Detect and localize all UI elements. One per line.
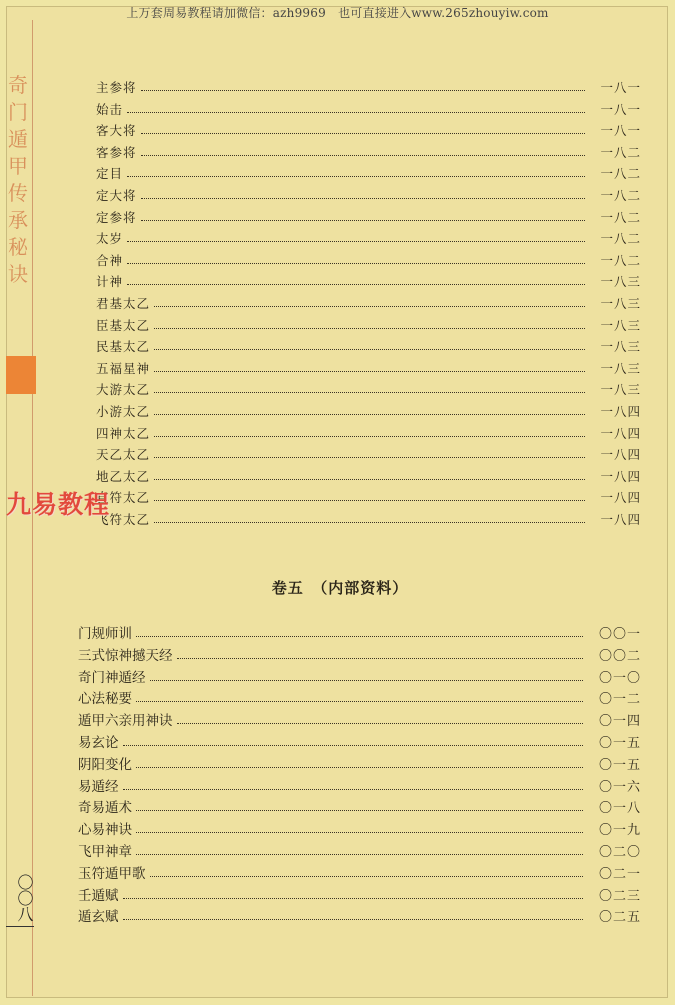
toc-entry-page: 〇二五 <box>598 910 641 926</box>
dot-leader <box>154 456 585 458</box>
toc-entry[interactable] <box>96 443 641 463</box>
toc-entry[interactable] <box>96 119 641 139</box>
dot-leader <box>127 283 585 285</box>
toc-entry-title: 臣基太乙 <box>96 317 151 333</box>
dot-leader <box>127 262 585 264</box>
dot-leader <box>141 219 585 221</box>
toc-entry[interactable] <box>78 884 641 904</box>
toc-entry-title: 客大将 <box>96 123 137 139</box>
dot-leader <box>177 657 584 659</box>
toc-entry-title: 主参将 <box>96 80 137 95</box>
dot-leader <box>136 809 583 811</box>
toc-entry[interactable] <box>96 162 641 182</box>
toc-entry-page: 〇一六 <box>598 779 641 795</box>
toc-entry[interactable] <box>96 98 641 118</box>
toc-entry-title: 易遁经 <box>78 778 119 795</box>
dot-leader <box>141 197 585 199</box>
section-heading-volume5: 卷五 （内部资料） <box>271 579 409 597</box>
dot-leader <box>141 89 585 91</box>
toc-entry-page: 〇一九 <box>598 823 641 839</box>
dot-leader <box>136 853 583 855</box>
toc-entry-page: 一八四 <box>600 447 641 463</box>
toc-entry[interactable] <box>96 314 641 334</box>
toc-entry-page: 〇二一 <box>598 866 641 882</box>
toc-entry-title: 心易神诀 <box>78 822 132 839</box>
toc-entry[interactable] <box>78 666 641 686</box>
toc-entry-title: 飞甲神章 <box>78 844 132 860</box>
toc-entry-title: 始击 <box>96 101 124 117</box>
toc-entry-page: 一八二 <box>600 188 641 203</box>
dot-leader <box>154 305 585 307</box>
dot-leader <box>141 132 585 134</box>
toc-entry-page: 〇一四 <box>598 714 641 730</box>
dot-leader <box>123 788 584 790</box>
toc-entry[interactable] <box>96 249 641 269</box>
toc-entry[interactable] <box>78 622 641 642</box>
dot-leader <box>136 700 583 702</box>
toc-entry-page: 〇〇一 <box>598 627 641 642</box>
toc-entry-page: 一八三 <box>600 339 641 355</box>
dot-leader <box>127 175 585 177</box>
dot-leader <box>123 744 584 746</box>
toc-entry[interactable] <box>78 753 641 773</box>
toc-entry[interactable] <box>78 796 641 816</box>
watermark-logo: 九易教程 <box>6 490 111 519</box>
promo-banner: 上万套周易教程请加微信：azh9969 也可直接进入www.265zhouyiw.com <box>126 6 549 20</box>
toc-entry-title: 太岁 <box>96 231 124 247</box>
dot-leader <box>154 435 585 437</box>
toc-entry-title: 奇易遁术 <box>78 800 132 817</box>
toc-entry[interactable] <box>96 227 641 247</box>
toc-entry-page: 一八二 <box>600 231 641 247</box>
dot-leader <box>154 391 585 393</box>
dot-leader <box>154 499 585 501</box>
toc-entry-page: 一八一 <box>600 123 641 139</box>
toc-entry-page: 一八三 <box>600 317 641 333</box>
dot-leader <box>177 722 584 724</box>
toc-entry[interactable] <box>96 141 641 161</box>
toc-entry-title: 君基太乙 <box>96 296 151 311</box>
toc-entry-page: 一八二 <box>600 144 641 160</box>
toc-entry[interactable] <box>96 508 641 528</box>
dot-leader <box>154 327 585 329</box>
toc-entry[interactable] <box>78 687 641 707</box>
toc-entry[interactable] <box>96 76 641 96</box>
toc-entry-title: 地乙太乙 <box>96 468 151 484</box>
toc-entry[interactable] <box>96 486 641 506</box>
toc-entry-page: 一八二 <box>600 166 641 182</box>
toc-entry-page: 一八二 <box>600 209 641 225</box>
toc-entry-title: 心法秘要 <box>78 691 132 708</box>
toc-entry-page: 〇一〇 <box>598 670 641 686</box>
dot-leader <box>136 766 583 768</box>
page-number-underline <box>6 926 34 927</box>
toc-entry-page: 〇二〇 <box>598 845 641 860</box>
toc-entry-title: 小游太乙 <box>96 404 151 419</box>
dot-leader <box>136 831 583 833</box>
toc-entry-title: 四神太乙 <box>96 425 151 441</box>
toc-entry-page: 一八三 <box>600 382 641 398</box>
toc-entry-page: 一八四 <box>600 468 641 484</box>
toc-entry[interactable] <box>96 335 641 355</box>
toc-entry-title: 阴阳变化 <box>78 756 132 773</box>
dot-leader <box>123 918 584 920</box>
toc-entry[interactable] <box>96 465 641 485</box>
dot-leader <box>136 635 583 637</box>
toc-entry-title: 飞符太乙 <box>96 512 151 527</box>
toc-entry-page: 一八四 <box>600 425 641 441</box>
dot-leader <box>123 897 584 899</box>
dot-leader <box>150 875 584 877</box>
toc-entry-title: 定参将 <box>96 209 137 225</box>
toc-entry-page: 一八四 <box>600 512 641 527</box>
toc-entry-title: 五福星神 <box>96 360 151 376</box>
toc-entry-page: 〇〇二 <box>598 648 641 664</box>
toc-entry-title: 大游太乙 <box>96 382 151 398</box>
toc-entry-title: 天乙太乙 <box>96 447 151 463</box>
toc-entry-title: 客参将 <box>96 144 137 160</box>
toc-entry[interactable] <box>96 184 641 204</box>
dot-leader <box>127 240 585 242</box>
dot-leader <box>154 413 585 415</box>
toc-entry[interactable] <box>96 422 641 442</box>
toc-entry[interactable] <box>78 840 641 860</box>
toc-entry-page: 〇一五 <box>598 757 641 773</box>
toc-entry-page: 一八三 <box>600 274 641 290</box>
toc-entry-title: 定大将 <box>96 188 137 203</box>
toc-entry-page: 〇一五 <box>598 736 641 751</box>
toc-entry[interactable] <box>78 775 641 795</box>
toc-entry-page: 一八一 <box>600 80 641 95</box>
toc-entry-page: 一八三 <box>600 296 641 311</box>
toc-entry[interactable] <box>78 709 641 729</box>
toc-entry[interactable] <box>96 357 641 377</box>
toc-entry-title: 合神 <box>96 252 124 268</box>
toc-entry-title: 易玄论 <box>78 735 119 751</box>
dot-leader <box>154 348 585 350</box>
toc-entry[interactable] <box>78 818 641 838</box>
dot-leader <box>154 478 585 480</box>
toc-entry-page: 一八四 <box>600 490 641 506</box>
toc-entry-title: 民基太乙 <box>96 339 151 355</box>
toc-entry-title: 定目 <box>96 166 124 182</box>
toc-entry-title: 门规师训 <box>78 626 132 642</box>
page-number: 〇〇八 <box>15 874 34 922</box>
toc-entry-title: 三式惊神撼天经 <box>78 647 173 664</box>
toc-entry-page: 〇一八 <box>598 801 641 817</box>
toc-entry[interactable] <box>96 378 641 398</box>
toc-entry-page: 一八二 <box>600 252 641 268</box>
toc-entry[interactable] <box>96 270 641 290</box>
dot-leader <box>154 521 585 523</box>
toc-entry-title: 计神 <box>96 274 124 290</box>
toc-entry[interactable] <box>78 862 641 882</box>
toc-entry[interactable] <box>78 644 641 664</box>
toc-entry-page: 一八四 <box>600 404 641 419</box>
toc-entry-title: 遁甲六亲用神诀 <box>78 713 173 730</box>
toc-entry-title: 玉符遁甲歌 <box>78 865 146 882</box>
toc-entry[interactable] <box>96 292 641 312</box>
dot-leader <box>141 154 585 156</box>
toc-entry[interactable] <box>78 905 641 925</box>
toc-entry-page: 一八三 <box>600 360 641 376</box>
toc-entry-page: 〇一二 <box>598 692 641 708</box>
toc-entry-title: 遁玄赋 <box>78 909 119 926</box>
chapter-tab-marker <box>6 356 36 394</box>
book-title-vertical: 奇门遁甲传承秘诀 <box>8 73 28 286</box>
dot-leader <box>154 370 585 372</box>
toc-entry-page: 〇二三 <box>598 888 641 904</box>
toc-entry[interactable] <box>78 731 641 751</box>
toc-entry[interactable] <box>96 400 641 420</box>
toc-entry-title: 壬遁赋 <box>78 887 119 904</box>
dot-leader <box>127 111 585 113</box>
toc-entry-title: 直符太乙 <box>96 490 151 506</box>
toc-entry[interactable] <box>96 206 641 226</box>
toc-entry-title: 奇门神遁经 <box>78 669 146 686</box>
dot-leader <box>150 679 584 681</box>
toc-entry-page: 一八一 <box>600 101 641 117</box>
